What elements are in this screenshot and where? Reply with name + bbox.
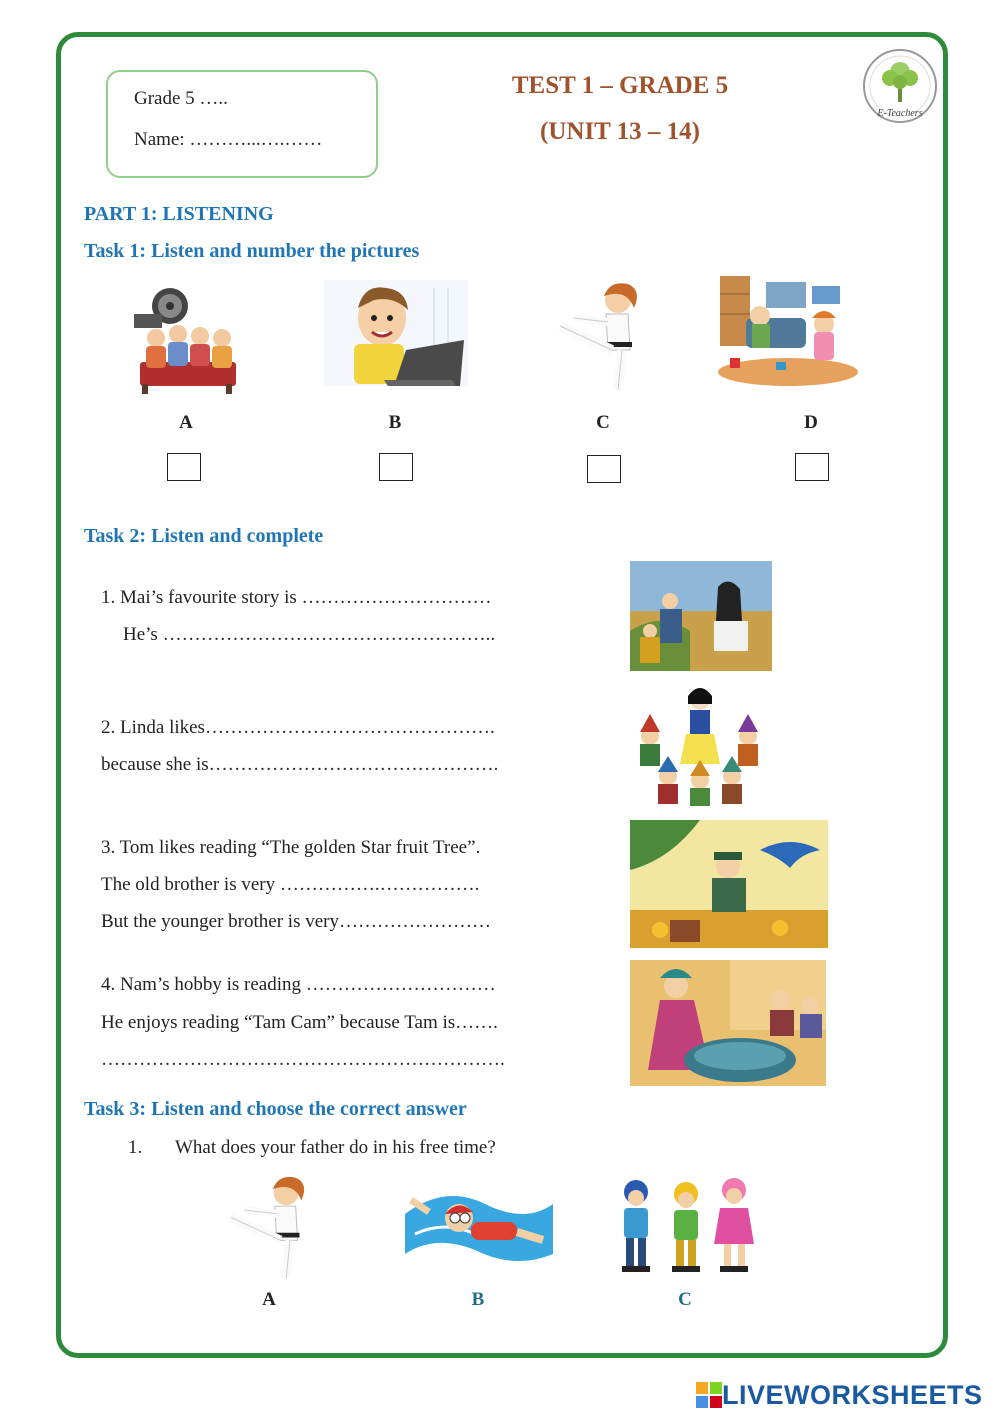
task2-item2-line1: 2. Linda likes………………………………………. (101, 717, 495, 738)
task1-heading: Task 1: Listen and number the pictures (84, 240, 420, 262)
kids-room-picture (716, 274, 860, 388)
liveworksheets-text: LIVEWORKSHEETS (722, 1379, 983, 1410)
task3-heading: Task 3: Listen and choose the correct answer (84, 1098, 467, 1120)
folk-tale-picture (630, 561, 772, 671)
student-info-box (106, 70, 378, 178)
task2-item3-line1: 3. Tom likes reading “The golden Star fruit Tree”. (101, 837, 481, 858)
snow-white-picture (628, 684, 776, 808)
boy-laptop-picture (324, 278, 468, 388)
karate-picture (226, 1172, 316, 1284)
part1-heading: PART 1: LISTENING (84, 203, 274, 225)
task2-item3-line2: The old brother is very …………….……………. (101, 874, 480, 895)
task3-question-number: 1. (128, 1137, 143, 1158)
test-title: TEST 1 – GRADE 5 (511, 72, 729, 99)
unit-title: (UNIT 13 – 14) (540, 118, 700, 145)
task2-item4-line1: 4. Nam’s hobby is reading ………………………… (101, 974, 496, 995)
page-frame (56, 32, 948, 1358)
liveworksheets-brand[interactable] (696, 1380, 983, 1410)
task2-heading: Task 2: Listen and complete (84, 525, 324, 547)
logo-text: E-Teachers (877, 108, 923, 119)
task1-letter-d: D (804, 412, 818, 433)
task2-item2-line2: because she is………………………………………. (101, 754, 499, 775)
grade-line: Grade 5 ….. (134, 88, 228, 109)
cinema-audience-picture (134, 284, 240, 396)
task2-item1-line1: 1. Mai’s favourite story is ………………………… (101, 587, 492, 608)
tam-cam-picture (630, 960, 826, 1086)
task1-letter-c: C (596, 412, 610, 433)
task1-answer-box-d[interactable] (795, 453, 829, 481)
star-fruit-tree-picture (630, 820, 828, 948)
task3-option-b[interactable]: B (471, 1289, 485, 1310)
liveworksheets-icon (696, 1382, 722, 1408)
task2-item4-line2: He enjoys reading “Tam Cam” because Tam is……. (101, 1012, 498, 1033)
task1-answer-box-c[interactable] (587, 455, 621, 483)
task1-letter-a: A (179, 412, 193, 433)
e-teachers-logo (862, 44, 938, 130)
task2-item3-line3: But the younger brother is very…………………… (101, 911, 491, 932)
task3-option-c[interactable]: C (678, 1289, 692, 1310)
task1-answer-box-a[interactable] (167, 453, 201, 481)
swimming-picture (405, 1184, 553, 1270)
task1-letter-b: B (388, 412, 402, 433)
skating-picture (610, 1174, 760, 1280)
task3-option-a[interactable]: A (262, 1289, 276, 1310)
karate-girl-picture (556, 278, 648, 396)
task3-question: What does your father do in his free time? (175, 1137, 496, 1158)
task2-item1-line2: He’s …………………………………………….. (123, 624, 496, 645)
task1-answer-box-b[interactable] (379, 453, 413, 481)
name-line: Name: ………...….…… (134, 129, 323, 150)
task2-item4-line3: ………………………………………………………. (101, 1049, 505, 1070)
